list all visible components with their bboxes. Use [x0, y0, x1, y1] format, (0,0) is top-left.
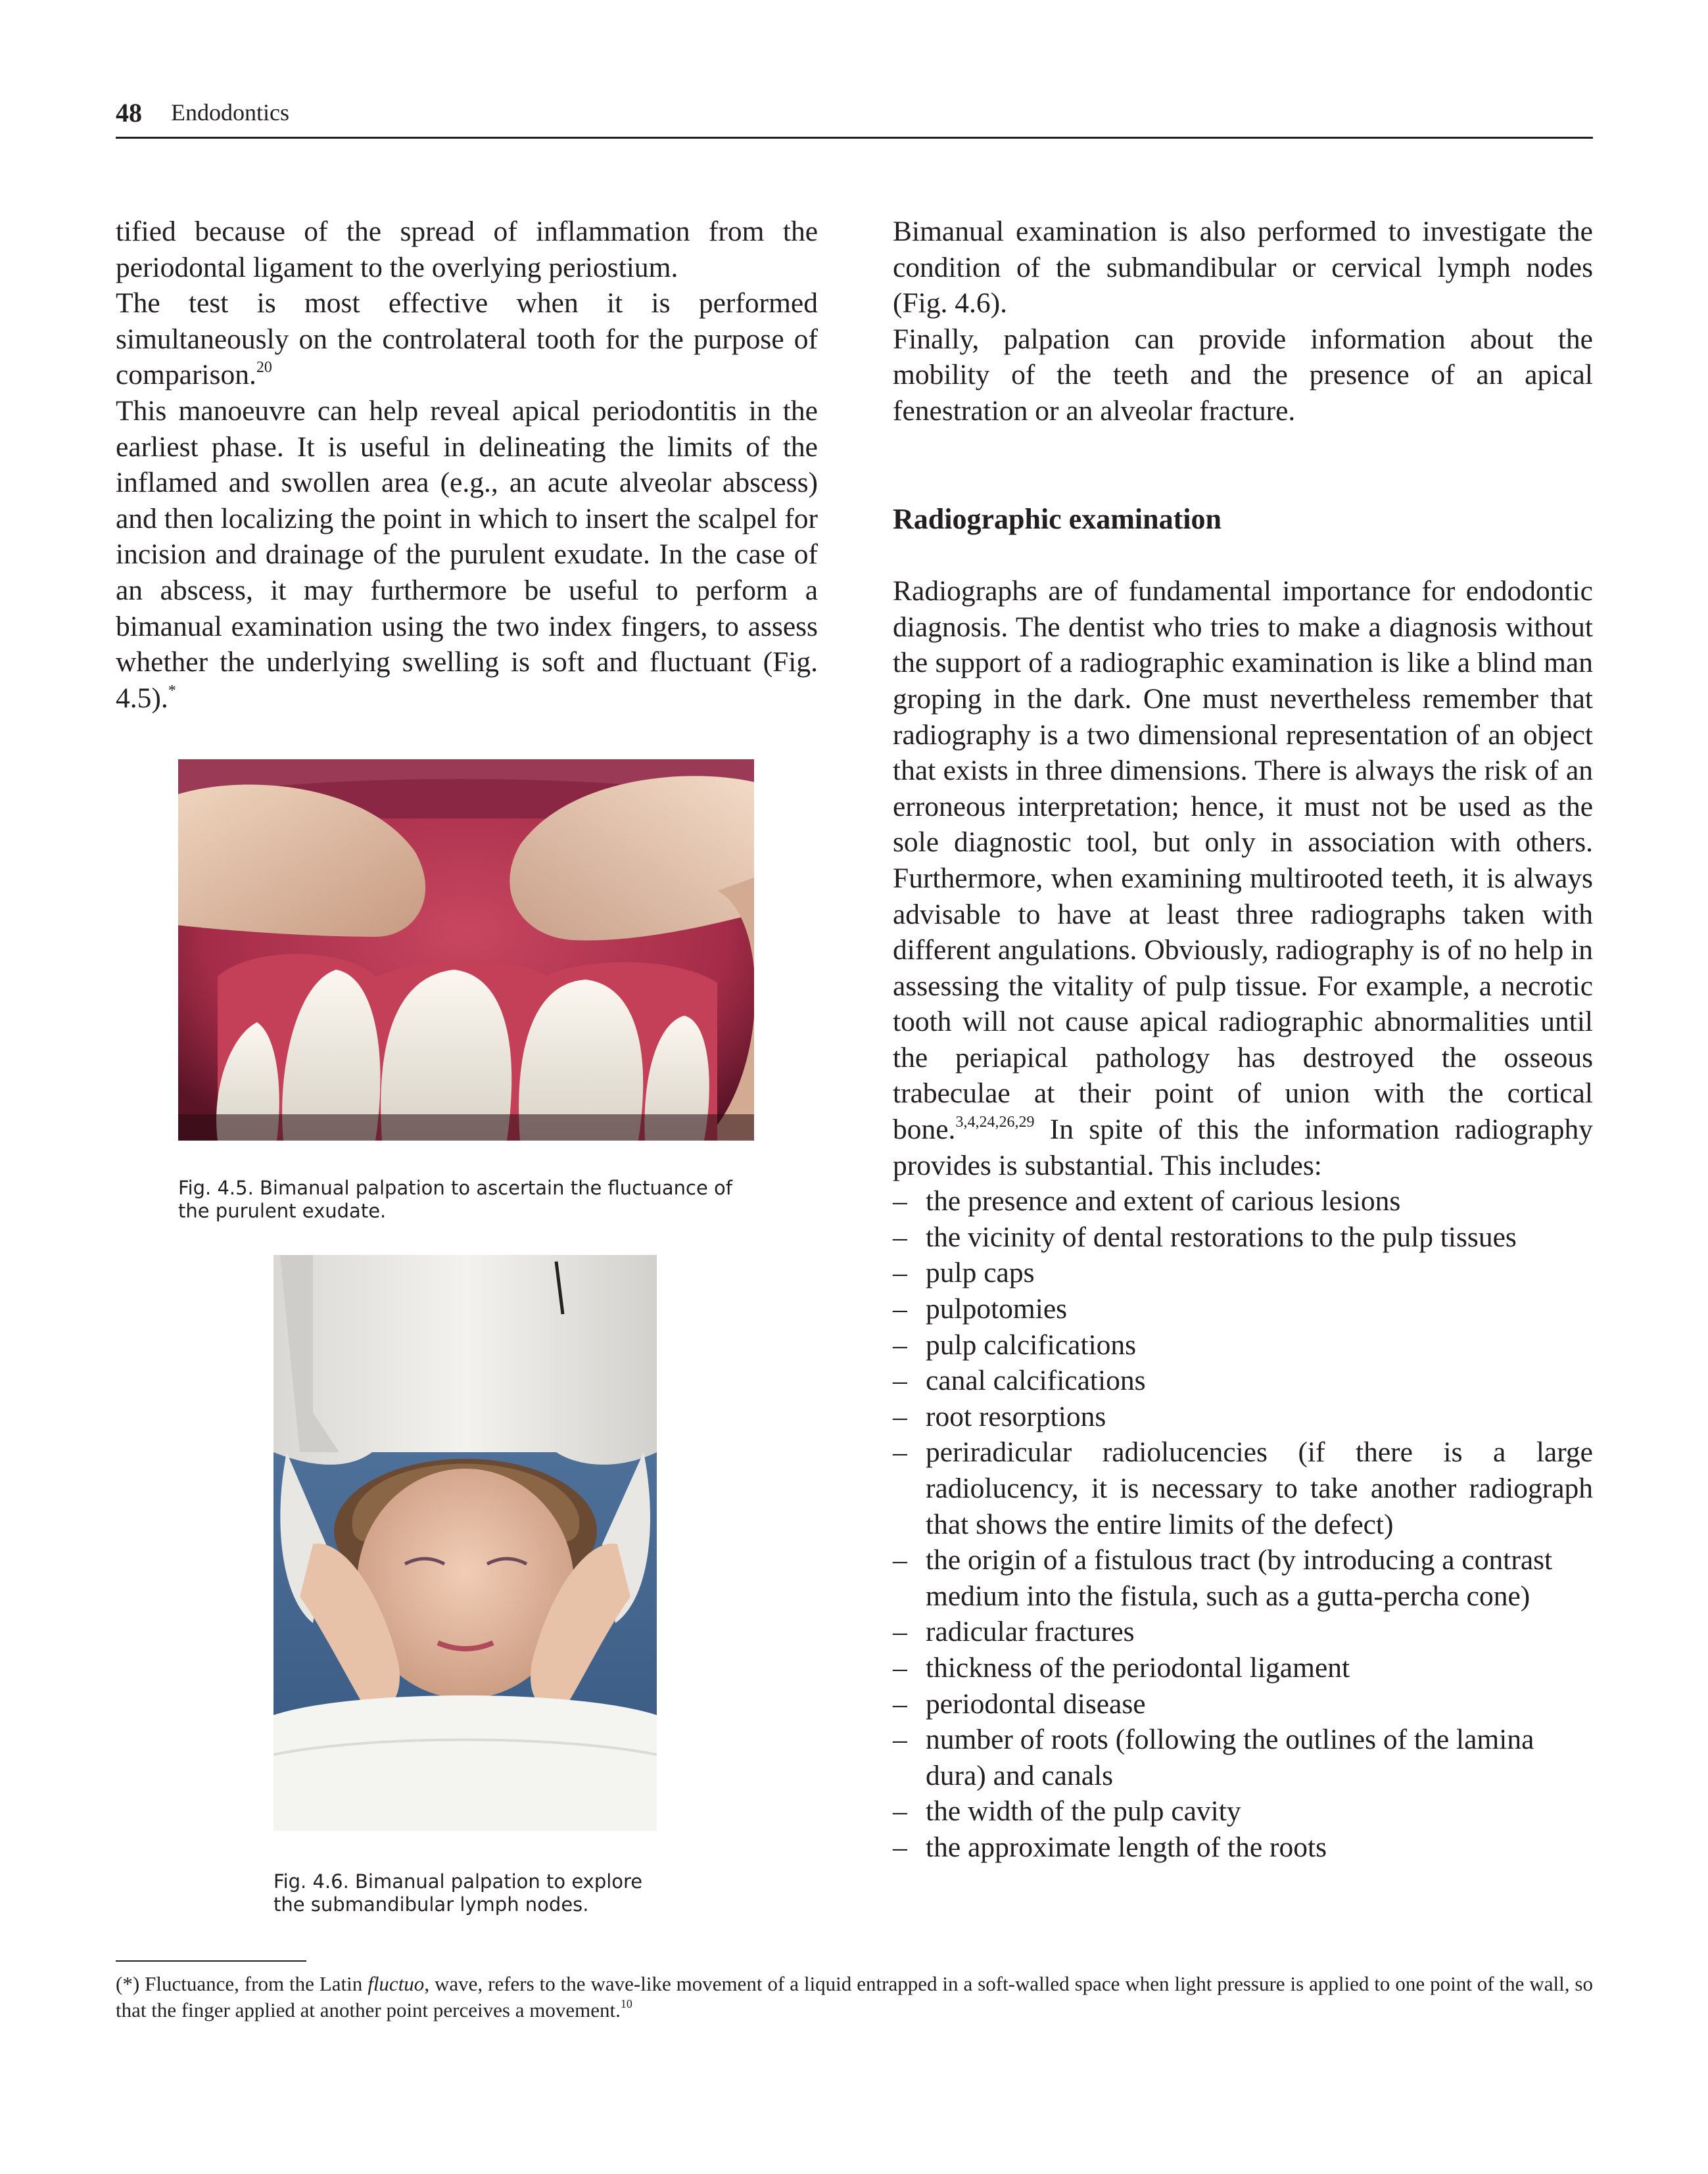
footnote-text-after: , wave, refers to the wave-like movement of a liquid entrapped in a soft-walled space when light pressure is applied to one point of the wall, so that the finger applied at another point perceives a movement. — [116, 1972, 1593, 2021]
footnote-marker: * — [168, 682, 176, 699]
list-dash: – — [893, 1221, 907, 1253]
list-dash: – — [893, 1831, 907, 1863]
radiograph-text-b: In spite of this the information radiography provides is substantial. This includes: — [893, 1114, 1593, 1181]
gum-palpation-image — [178, 759, 754, 1141]
list-item — [893, 1434, 1593, 1542]
right-paragraph-1: Bimanual examination is also performed to investigate the condition of the submandibular or cervical lymph nodes (Fig. 4.6). — [893, 216, 1593, 319]
left-paragraph-3 — [116, 393, 818, 716]
page-number: 48 — [116, 98, 142, 128]
figure-4-5-photo — [178, 759, 754, 1141]
list-dash: – — [893, 1724, 907, 1756]
list-item-text: the approximate length of the roots — [926, 1831, 1327, 1863]
list-item — [893, 1686, 1593, 1722]
list-item-text: periodontal disease — [926, 1688, 1146, 1720]
list-item-text: the vicinity of dental restorations to the pulp tissues — [926, 1221, 1517, 1253]
list-item-text: root resorptions — [926, 1400, 1106, 1432]
right-paragraph-2: Finally, palpation can provide information about the mobility of the teeth and the presence of an apical fenestration or an alveolar fracture. — [893, 323, 1593, 427]
figure-4-5-caption: Fig. 4.5. Bimanual palpation to ascertain the fluctuance of the purulent exudate. — [178, 1177, 732, 1222]
list-item-text: pulp caps — [926, 1257, 1035, 1289]
running-header — [116, 97, 1593, 139]
list-item — [893, 1542, 1593, 1614]
list-item — [893, 1291, 1593, 1327]
list-item-text: the presence and extent of carious lesions — [926, 1185, 1401, 1217]
list-item — [893, 1327, 1593, 1363]
footnote-latin-word: fluctuo — [368, 1972, 425, 1995]
list-item-text: pulpotomies — [926, 1293, 1068, 1325]
spacer — [893, 429, 1593, 502]
list-dash: – — [893, 1185, 907, 1217]
reference-20: 20 — [256, 359, 272, 377]
figure-4-6-photo — [273, 1255, 657, 1831]
list-item-text: thickness of the periodontal ligament — [926, 1651, 1350, 1684]
right-column — [893, 214, 1593, 1866]
running-title: Endodontics — [171, 99, 289, 126]
list-dash: – — [893, 1616, 907, 1648]
list-dash: – — [893, 1688, 907, 1720]
list-dash: – — [893, 1651, 907, 1684]
list-item — [893, 1722, 1593, 1793]
left-paragraph-2-text: The test is most effective when it is performed simultaneously on the controlateral tooth for the purpose of comparison. — [116, 287, 818, 391]
figure-4-6-caption: Fig. 4.6. Bimanual palpation to explore the submandibular lymph nodes. — [273, 1870, 643, 1916]
left-column — [116, 214, 818, 716]
list-item — [893, 1363, 1593, 1399]
footnote-text-before: (*) Fluctuance, from the Latin — [116, 1972, 368, 1995]
list-item-text: radicular fractures — [926, 1616, 1135, 1648]
list-dash: – — [893, 1436, 907, 1469]
footnote-rule — [116, 1960, 306, 1962]
list-item — [893, 1614, 1593, 1650]
list-dash: – — [893, 1795, 907, 1828]
left-paragraph-3-text: This manoeuvre can help reveal apical periodontitis in the earliest phase. It is useful in delineating the limits of the inflamed and swollen area (e.g., an acute alveolar abscess) and then localizing the point in which to insert the scalpel for incision and drainage of the purulent exudate. In the case of an abscess, it may furthermore be useful to perform a bimanual examination using the two index fingers, to assess whether the underlying swelling is soft and fluctuant (Fig. 4.5). — [116, 394, 818, 714]
list-dash: – — [893, 1544, 907, 1576]
footnote-reference: 10 — [620, 1997, 632, 2010]
left-paragraph-2 — [116, 285, 818, 393]
list-item — [893, 1399, 1593, 1435]
list-item-text: periradicular radiolucencies (if there is a large radiolucency, it is necessary to take another radiograph that shows the entire limits of the defect) — [926, 1436, 1593, 1540]
lymph-node-palpation-image — [273, 1255, 657, 1831]
list-item-text: canal calcifications — [926, 1365, 1146, 1397]
list-item-text: number of roots (following the outlines of the lamina dura) and canals — [926, 1724, 1534, 1791]
spacer — [893, 537, 1593, 573]
list-item — [893, 1255, 1593, 1291]
list-item-text: pulp calcifications — [926, 1329, 1137, 1361]
list-dash: – — [893, 1257, 907, 1289]
radiograph-paragraph — [893, 573, 1593, 1183]
footnote — [116, 1971, 1593, 2023]
list-item-text: the width of the pulp cavity — [926, 1795, 1241, 1828]
radiograph-text-a: Radiographs are of fundamental importance for endodontic diagnosis. The dentist who tries to make a diagnosis without the support of a radiographic examination is like a blind man groping in the dark. One must nevertheless remember that radiography is a two dimensional representation of an object that exists in three dimensions. There is always the risk of an erroneous interpretation; hence, it must not be used as the sole diagnostic tool, but only in association with others. Furthermore, when examining multirooted teeth, it is always advisable to have at least three radiographs taken with different angulations. Obviously, radiography is of no help in assessing the vitality of pulp tissue. For example, a necrotic tooth will not cause apical radiographic abnormalities until the periapical pathology has destroyed the osseous trabeculae at their point of union with the cortical bone. — [893, 575, 1593, 1146]
list-dash: – — [893, 1329, 907, 1361]
left-paragraph-1: tified because of the spread of inflammation from the periodontal ligament to the overlying periostium. — [116, 216, 818, 283]
list-dash: – — [893, 1400, 907, 1432]
list-item — [893, 1793, 1593, 1830]
list-item — [893, 1219, 1593, 1256]
radiograph-references: 3,4,24,26,29 — [955, 1114, 1035, 1131]
list-item-text: the origin of a fistulous tract (by introducing a contrast medium into the fistula, such as a gutta-percha cone) — [926, 1544, 1553, 1612]
list-dash: – — [893, 1365, 907, 1397]
radiograph-findings-list — [893, 1183, 1593, 1865]
list-item — [893, 1650, 1593, 1686]
list-item — [893, 1830, 1593, 1866]
list-item — [893, 1183, 1593, 1219]
section-heading: Radiographic examination — [893, 502, 1222, 535]
list-dash: – — [893, 1293, 907, 1325]
